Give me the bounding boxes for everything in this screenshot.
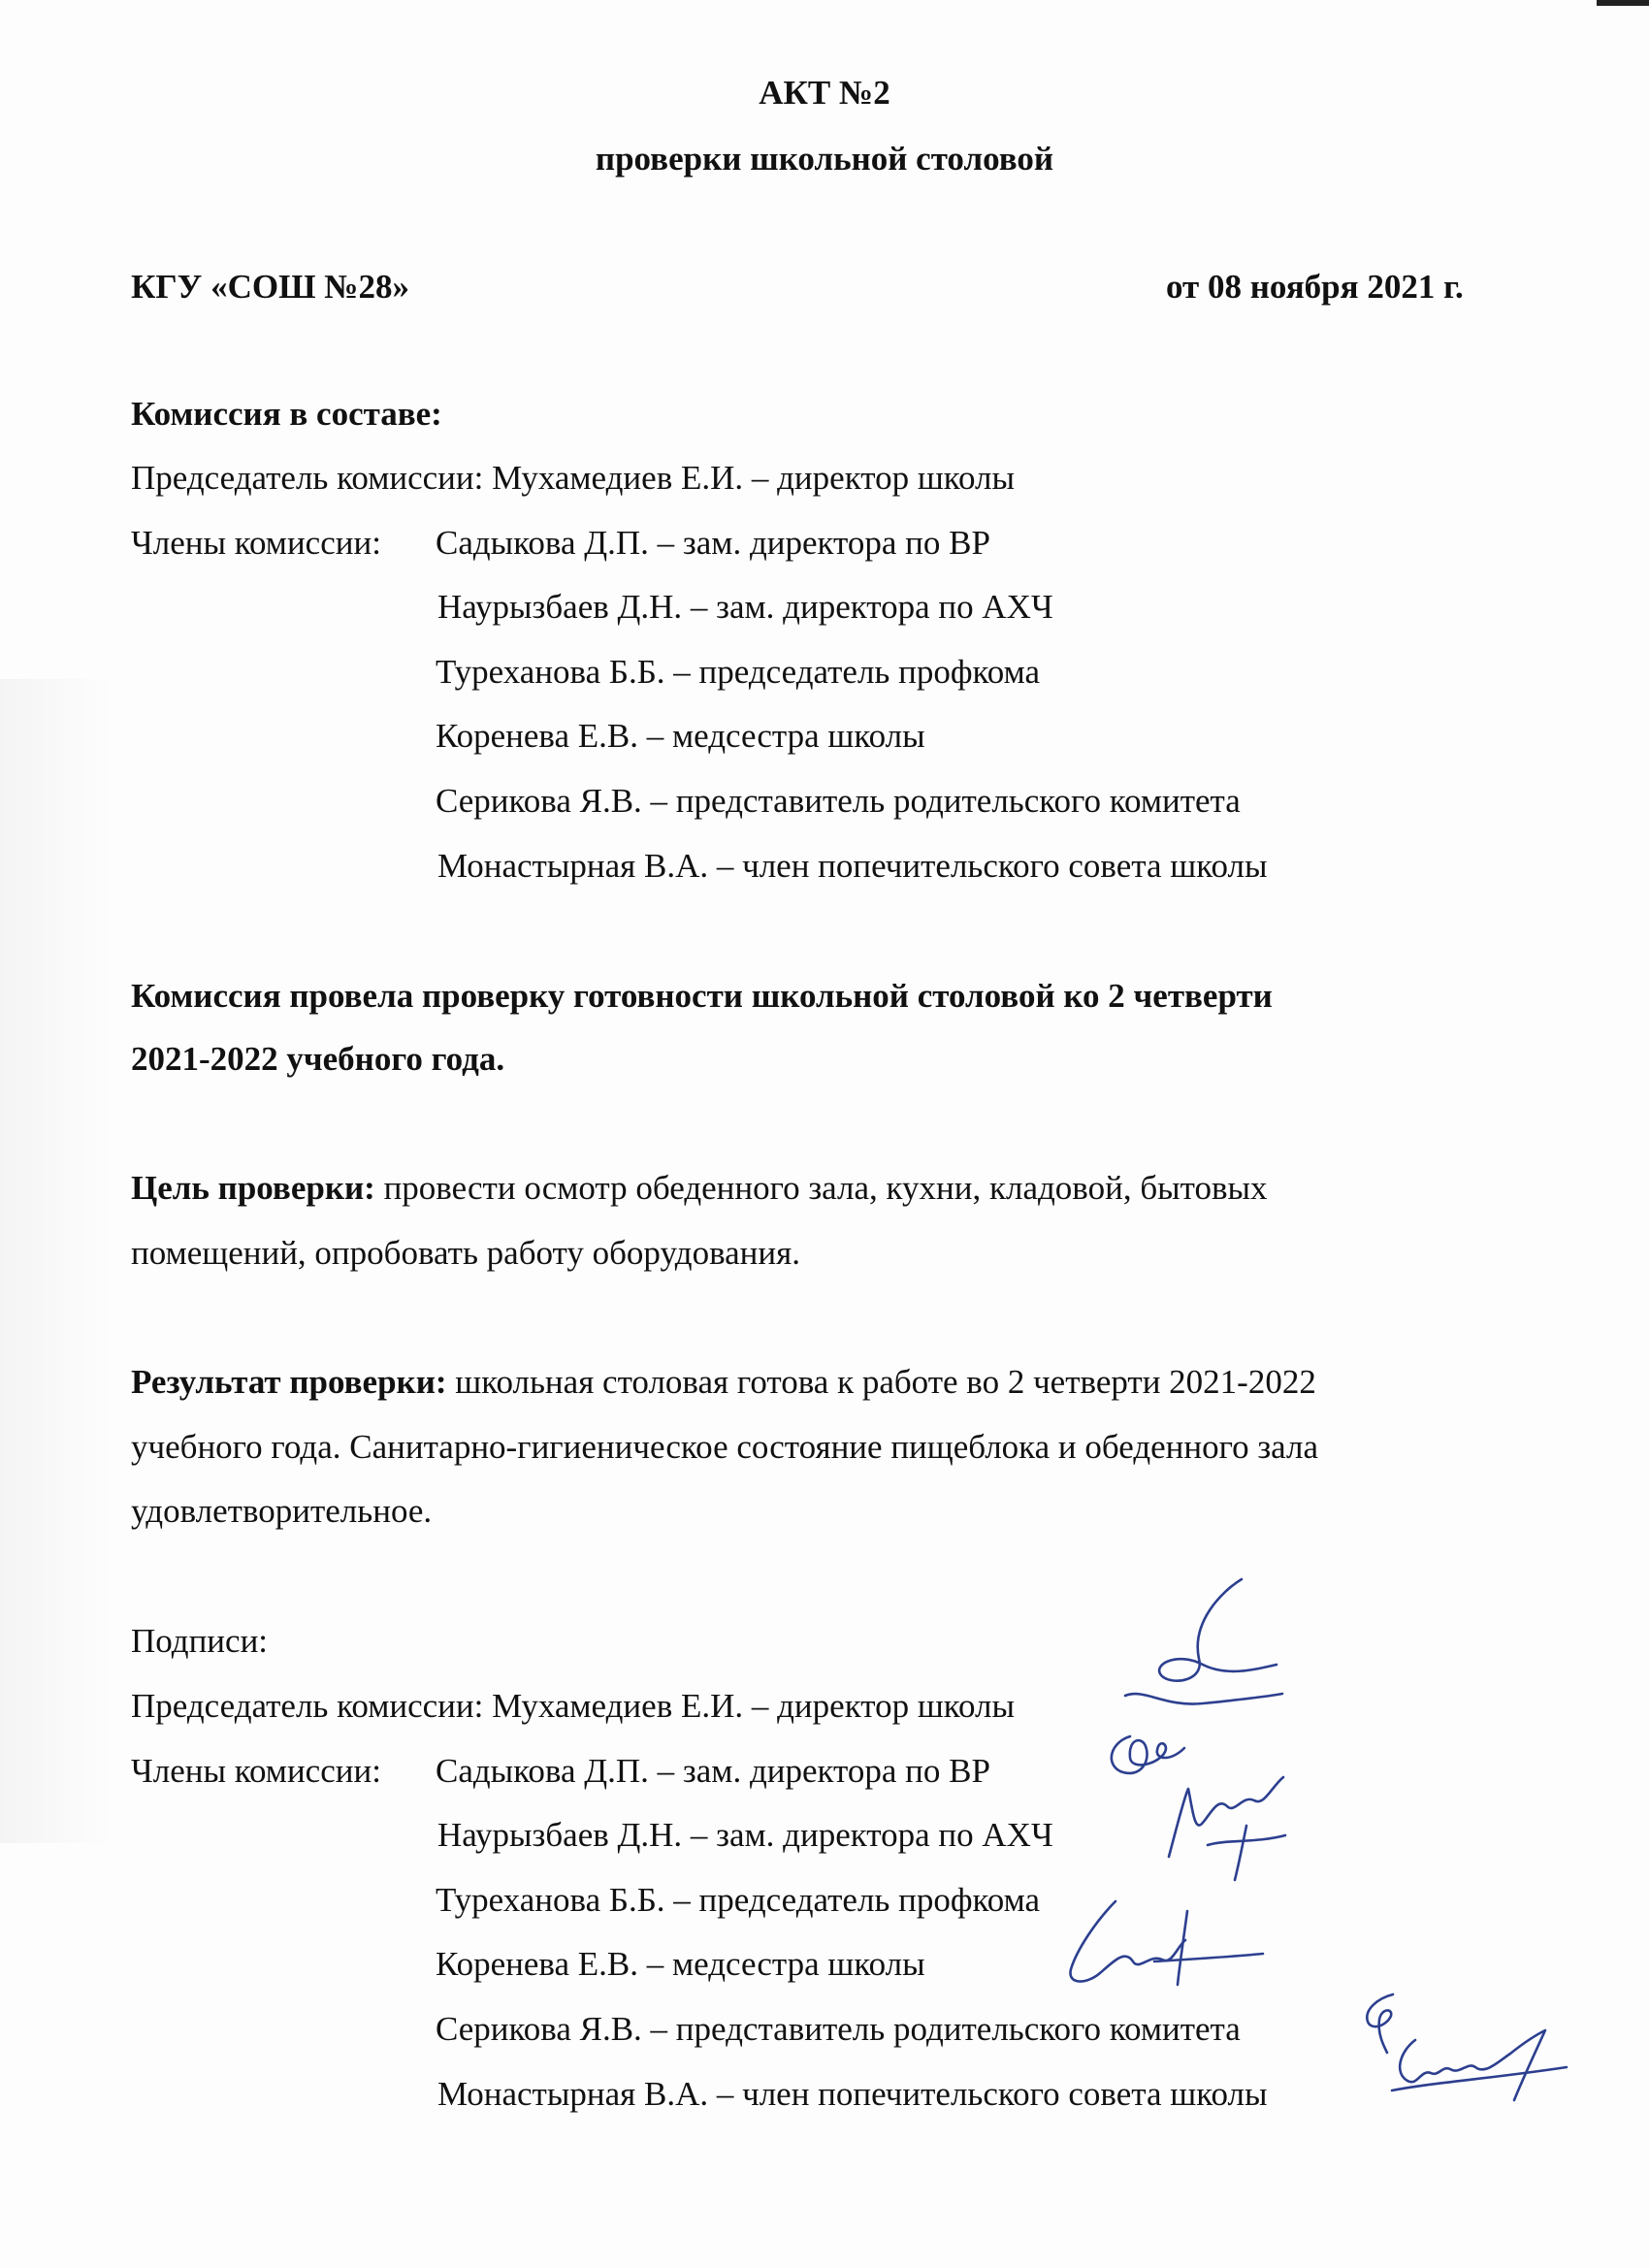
sign-member-line: Коренева Е.В. – медсестра школы: [436, 1945, 925, 1983]
doc-title: АКТ №2: [759, 74, 890, 112]
sign-members-label: Члены комиссии:: [131, 1752, 381, 1790]
goal-text: провести осмотр обеденного зала, кухни, кладовой, бытовых: [383, 1169, 1268, 1207]
sign-chair-line: Председатель комиссии: Мухамедиев Е.И. – директор школы: [131, 1687, 1016, 1725]
member-line: Коренева Е.В. – медсестра школы: [436, 717, 925, 755]
scan-corner-mark: [1597, 0, 1649, 6]
chair-line: Председатель комиссии: Мухамедиев Е.И. – директор школы: [131, 459, 1016, 497]
member-line: Туреханова Б.Б. – председатель профкома: [436, 653, 1041, 691]
member-line: Монастырная В.А. – член попечительского совета школы: [437, 847, 1268, 885]
member-line: Садыкова Д.П. – зам. директора по ВР: [436, 524, 990, 562]
signature-member-3: [1057, 1892, 1271, 1998]
statement-line: Комиссия провела проверку готовности школьной столовой ко 2 четверти: [131, 977, 1273, 1015]
scan-shadow: [0, 679, 116, 1843]
sign-member-line: Наурызбаев Д.Н. – зам. директора по АХЧ: [437, 1816, 1053, 1854]
signature-member-2: [1149, 1767, 1305, 1884]
members-label: Члены комиссии:: [131, 524, 381, 562]
goal-label: Цель проверки:: [131, 1169, 375, 1207]
signatures-heading: Подписи:: [131, 1622, 269, 1660]
goal-paragraph: [131, 1167, 1268, 1210]
result-text: школьная столовая готова к работе во 2 четверти 2021-2022: [455, 1363, 1316, 1401]
sign-member-line: Садыкова Д.П. – зам. директора по ВР: [436, 1752, 990, 1790]
commission-heading: Комиссия в составе:: [131, 395, 442, 433]
result-text: учебного года. Санитарно-гигиеническое состояние пищеблока и обеденного зала: [131, 1428, 1319, 1466]
doc-date: от 08 ноября 2021 г.: [1166, 268, 1464, 306]
sign-member-line: Туреханова Б.Б. – председатель профкома: [436, 1881, 1041, 1919]
member-line: Серикова Я.В. – представитель родительского комитета: [436, 782, 1241, 820]
result-label: Результат проверки:: [131, 1363, 447, 1401]
doc-subtitle: проверки школьной столовой: [595, 140, 1054, 178]
organization: КГУ «СОШ №28»: [131, 268, 409, 306]
statement-line: 2021-2022 учебного года.: [131, 1040, 505, 1078]
result-paragraph: [131, 1361, 1316, 1404]
member-line: Наурызбаев Д.Н. – зам. директора по АХЧ: [437, 588, 1053, 626]
sign-member-line: Серикова Я.В. – представитель родительского комитета: [436, 2010, 1241, 2048]
goal-text: помещений, опробовать работу оборудования.: [131, 1234, 800, 1272]
signature-chair: [1106, 1571, 1300, 1727]
result-text: удовлетворительное.: [131, 1492, 433, 1530]
sign-member-line: Монастырная В.А. – член попечительского совета школы: [437, 2075, 1268, 2113]
signature-member-5: [1382, 2023, 1576, 2110]
